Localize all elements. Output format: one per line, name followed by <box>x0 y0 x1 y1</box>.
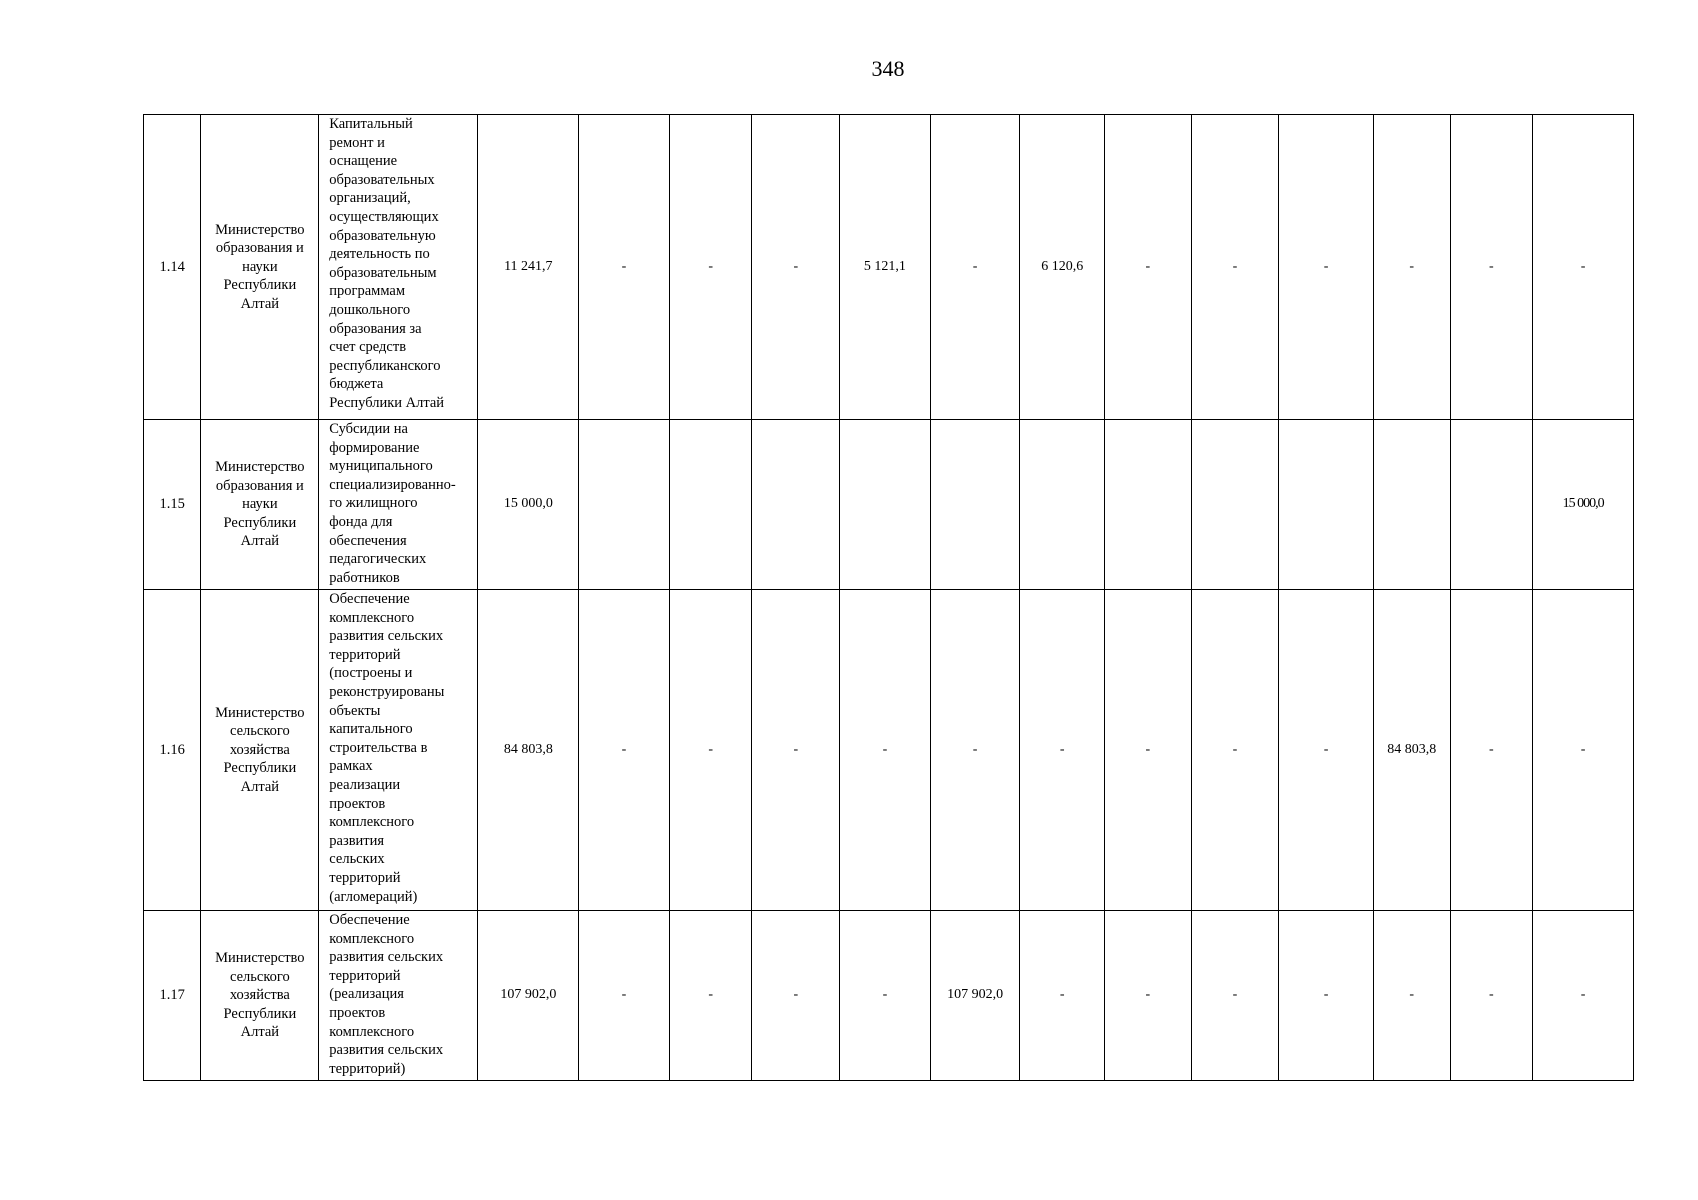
value-cell: - <box>930 590 1020 911</box>
budget-table <box>143 114 1634 1081</box>
value-cell: - <box>1279 115 1374 420</box>
description-cell: Капитальный ремонт и оснащение образовательных организаций, осуществляющих образовательную деятельность по образовательным программам дошкольного образования за счет средств республиканского бюджета Республики Алтай <box>319 115 478 420</box>
row-number: 1.15 <box>144 420 201 590</box>
organization-cell: Министерство сельского хозяйства Республики Алтай <box>201 590 319 911</box>
organization-cell: Министерство образования и науки Республики Алтай <box>201 115 319 420</box>
value-cell: - <box>1450 115 1533 420</box>
value-cell: - <box>1450 590 1533 911</box>
organization-cell: Министерство сельского хозяйства Республики Алтай <box>201 911 319 1081</box>
total-cell: 11 241,7 <box>478 115 579 420</box>
description-cell: Обеспечение комплексного развития сельских территорий (реализация проектов комплексного развития сельских территорий) <box>319 911 478 1081</box>
value-cell: - <box>840 590 931 911</box>
table-row <box>144 590 1634 911</box>
value-cell <box>669 420 752 590</box>
value-cell <box>840 420 931 590</box>
value-cell <box>579 420 670 590</box>
value-cell: - <box>579 911 670 1081</box>
value-cell: - <box>1533 115 1634 420</box>
row-number: 1.16 <box>144 590 201 911</box>
description-cell: Обеспечение комплексного развития сельских территорий (построены и реконструированы объекты капитального строительства в рамках реализации проектов комплексного развития сельских территорий (агломераций) <box>319 590 478 911</box>
value-cell <box>1450 420 1533 590</box>
total-cell: 107 902,0 <box>478 911 579 1081</box>
value-cell: - <box>1105 115 1192 420</box>
value-cell: - <box>1279 590 1374 911</box>
value-cell: - <box>1279 911 1374 1081</box>
value-cell: - <box>752 590 840 911</box>
value-cell: - <box>1191 115 1279 420</box>
value-cell: - <box>669 115 752 420</box>
value-cell: - <box>579 115 670 420</box>
value-cell: - <box>752 911 840 1081</box>
value-cell: - <box>930 115 1020 420</box>
total-cell: 84 803,8 <box>478 590 579 911</box>
row-number: 1.17 <box>144 911 201 1081</box>
value-cell: - <box>1373 115 1450 420</box>
value-cell: 5 121,1 <box>840 115 931 420</box>
value-cell: - <box>1191 590 1279 911</box>
description-cell: Субсидии на формирование муниципального специализированно- го жилищного фонда для обеспечения педагогических работников <box>319 420 478 590</box>
value-cell: 84 803,8 <box>1373 590 1450 911</box>
value-cell: - <box>1450 911 1533 1081</box>
value-cell <box>930 420 1020 590</box>
value-cell: - <box>1191 911 1279 1081</box>
value-cell: - <box>1105 911 1192 1081</box>
page-number: 348 <box>871 56 905 81</box>
value-cell <box>1191 420 1279 590</box>
value-cell: - <box>579 590 670 911</box>
value-cell: - <box>1105 590 1192 911</box>
value-cell: - <box>1373 911 1450 1081</box>
organization-cell: Министерство образования и науки Республики Алтай <box>201 420 319 590</box>
value-cell <box>752 420 840 590</box>
value-cell: - <box>840 911 931 1081</box>
value-cell: - <box>1020 590 1105 911</box>
row-number: 1.14 <box>144 115 201 420</box>
table-row <box>144 420 1634 590</box>
value-cell: - <box>669 590 752 911</box>
value-cell: - <box>752 115 840 420</box>
table-row <box>144 911 1634 1081</box>
value-cell: 15 000,0 <box>1533 420 1634 590</box>
value-cell: - <box>1533 590 1634 911</box>
value-cell: 107 902,0 <box>930 911 1020 1081</box>
value-cell: - <box>669 911 752 1081</box>
value-cell: - <box>1020 911 1105 1081</box>
table-row <box>144 115 1634 420</box>
value-cell <box>1105 420 1192 590</box>
total-cell: 15 000,0 <box>478 420 579 590</box>
value-cell <box>1279 420 1374 590</box>
value-cell: 6 120,6 <box>1020 115 1105 420</box>
value-cell <box>1373 420 1450 590</box>
value-cell: - <box>1533 911 1634 1081</box>
value-cell <box>1020 420 1105 590</box>
